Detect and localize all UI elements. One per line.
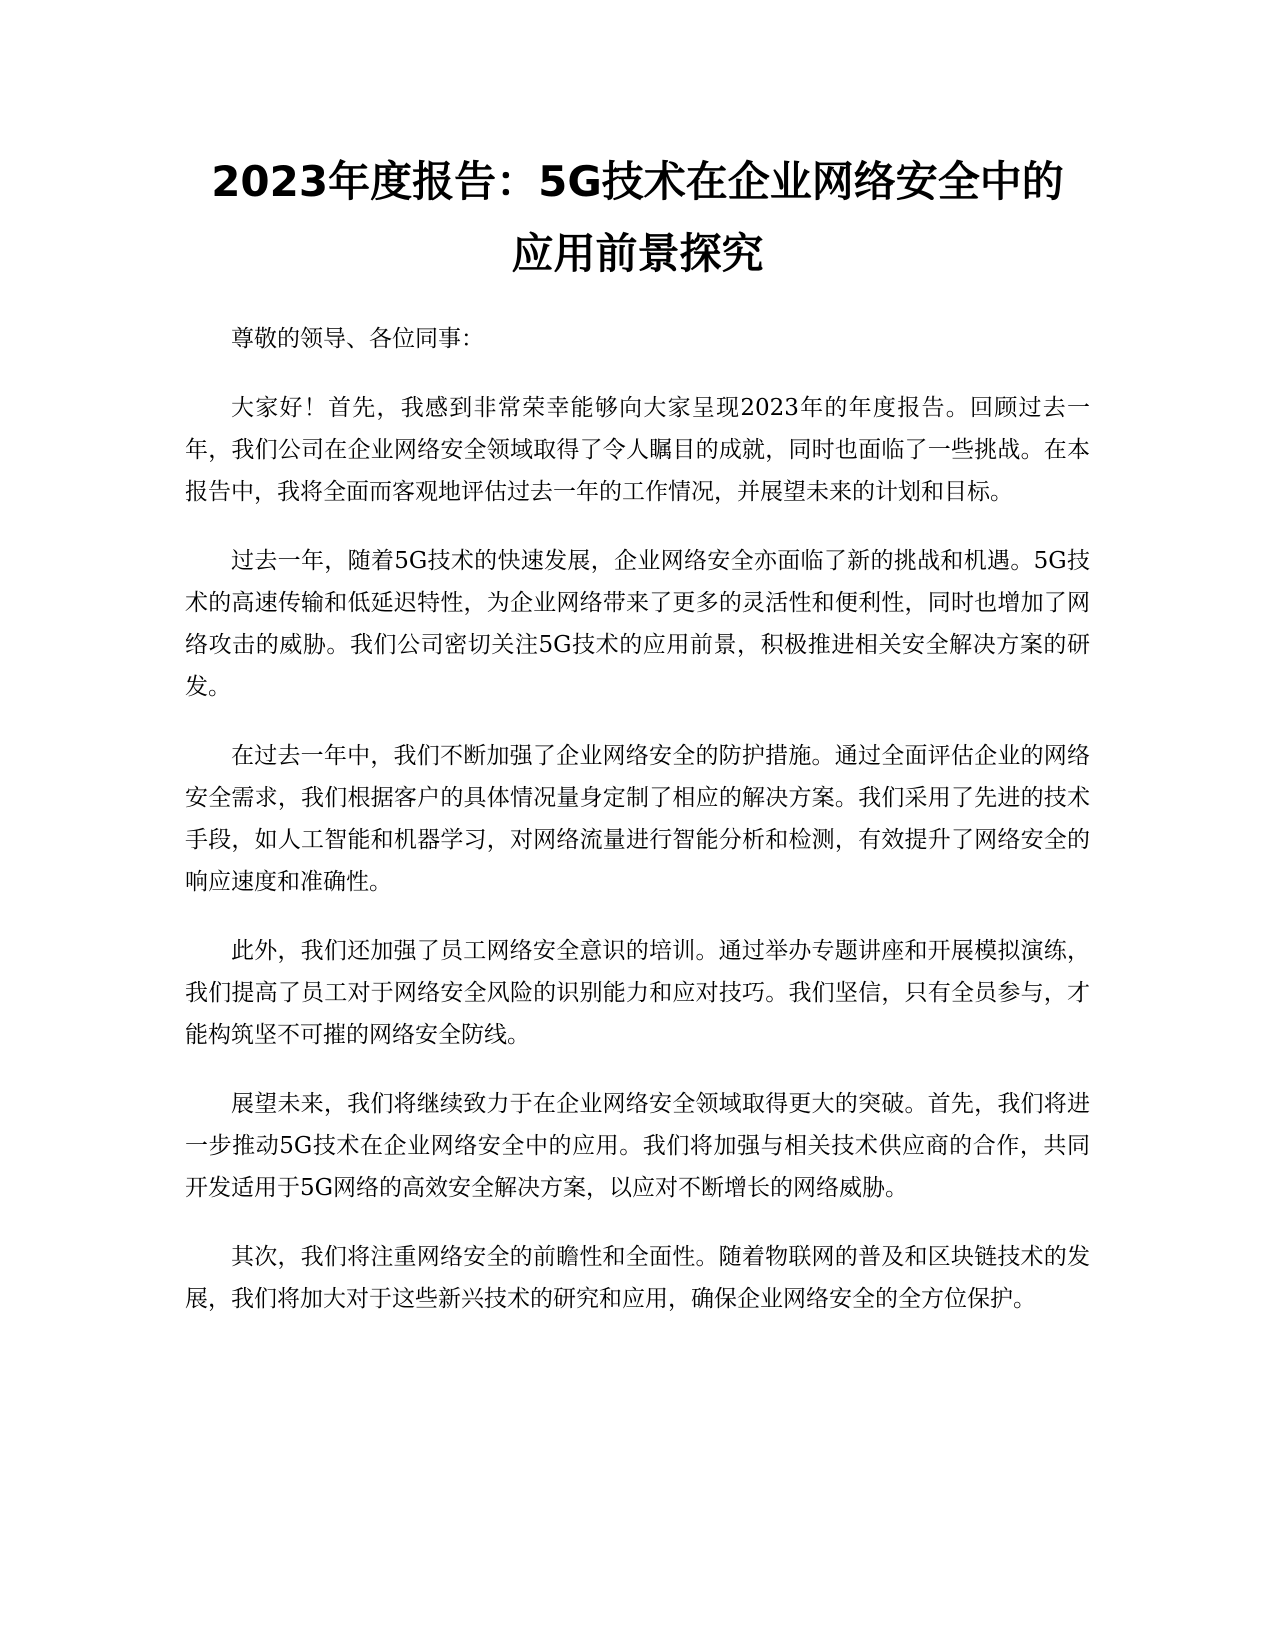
paragraph-staff-training: 此外，我们还加强了员工网络安全意识的培训。通过举办专题讲座和开展模拟演练，我们提高了员工对于网络安全风险的识别能力和应对技巧。我们坚信，只有全员参与，才能构筑坚不可摧的网络安全防线。 xyxy=(185,938,1090,1048)
paragraph-future-outlook: 展望未来，我们将继续致力于在企业网络安全领域取得更大的突破。首先，我们将进一步推动5G技术在企业网络安全中的应用。我们将加强与相关技术供应商的合作，共同开发适用于5G网络的高效安全解决方案，以应对不断增长的网络威胁。 xyxy=(185,1091,1090,1201)
document-body xyxy=(185,318,1090,1347)
salutation: 尊敬的领导、各位同事： xyxy=(231,326,484,352)
title-line-2: 应用前景探究 xyxy=(511,229,764,278)
paragraph-intro: 大家好！首先，我感到非常荣幸能够向大家呈现2023年的年度报告。回顾过去一年，我们公司在企业网络安全领域取得了令人瞩目的成就，同时也面临了一些挑战。在本报告中，我将全面而客观地评估过去一年的工作情况，并展望未来的计划和目标。 xyxy=(185,395,1090,505)
paragraph-5g-development: 过去一年，随着5G技术的快速发展，企业网络安全亦面临了新的挑战和机遇。5G技术的高速传输和低延迟特性，为企业网络带来了更多的灵活性和便利性，同时也增加了网络攻击的威胁。我们公司密切关注5G技术的应用前景，积极推进相关安全解决方案的研发。 xyxy=(185,548,1090,700)
document-title xyxy=(150,146,1125,290)
title-line-1: 2023年度报告：5G技术在企业网络安全中的 xyxy=(211,157,1064,206)
paragraph-emerging-tech: 其次，我们将注重网络安全的前瞻性和全面性。随着物联网的普及和区块链技术的发展，我们将加大对于这些新兴技术的研究和应用，确保企业网络安全的全方位保护。 xyxy=(185,1244,1090,1312)
paragraph-protection-measures: 在过去一年中，我们不断加强了企业网络安全的防护措施。通过全面评估企业的网络安全需求，我们根据客户的具体情况量身定制了相应的解决方案。我们采用了先进的技术手段，如人工智能和机器学习，对网络流量进行智能分析和检测，有效提升了网络安全的响应速度和准确性。 xyxy=(185,743,1090,895)
